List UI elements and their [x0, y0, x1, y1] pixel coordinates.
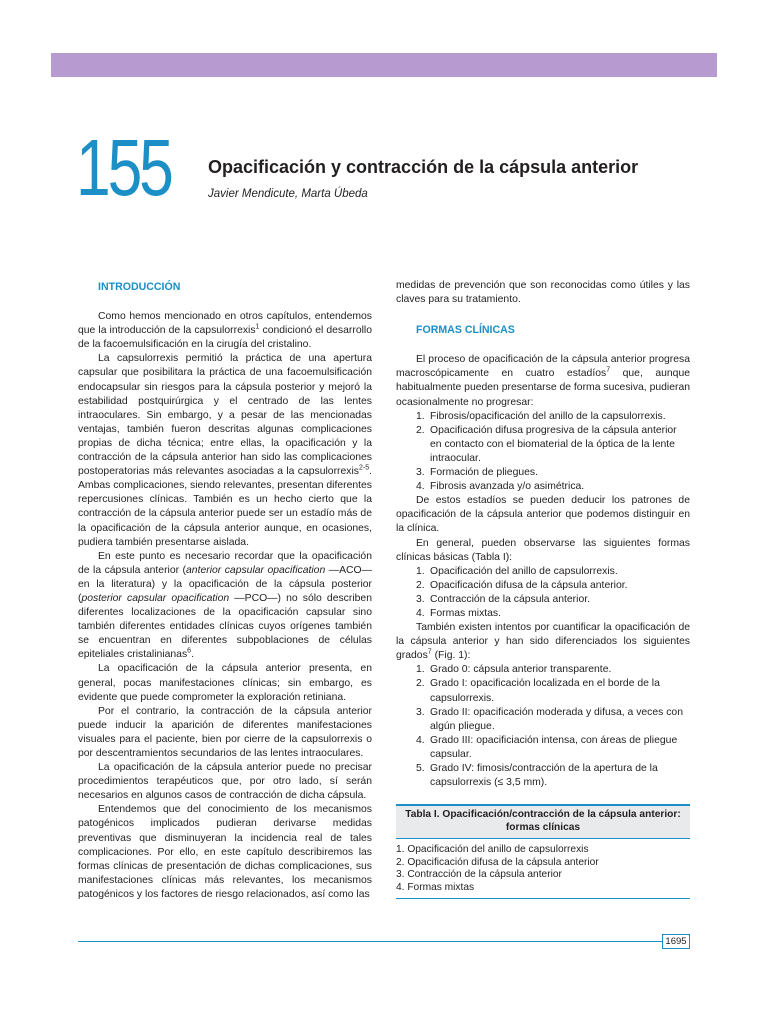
table-row: 1. Opacificación del anillo de capsulorrexis — [396, 844, 589, 856]
list-item: 5. Grado IV: fimosis/contracción de la apertura de la capsulorrexis (≤ 3,5 mm). — [416, 763, 658, 789]
list-item: 2. Grado I: opacificación localizada en el borde de la capsulorrexis. — [416, 678, 660, 704]
paragraph: El proceso de opacificación de la cápsula anterior progresa macroscópicamente en cuatro estadíos$^7$ que, aunque habitualmente pueden presentarse de forma sucesiva, pudieran ocasionalmente no progresar: — [396, 354, 691, 408]
list-item: 3. Formación de pliegues. — [416, 467, 539, 479]
paragraph: Por el contrario, la contracción de la cápsula anterior puede inducir la aparición de diferentes manifestaciones visuales para el paciente, bien por cierre de la capsulorrexis o por descentramientos secundarios de las lentes intraoculares. — [78, 705, 372, 759]
list-item: 3. Contracción de la cápsula anterior. — [416, 593, 590, 605]
paragraph-continued: medidas de prevención que son reconocidas como útiles y las claves para su tratamiento. — [396, 280, 690, 306]
list-item: 4. Fibrosis avanzada y/o asimétrica. — [416, 481, 585, 493]
list-item: 4. Grado III: opacificiación intensa, con áreas de pliegue capsular. — [416, 734, 678, 760]
list-item: 1. Fibrosis/opacificación del anillo de la capsulorrexis. — [416, 410, 666, 422]
table-row: 3. Contracción de la cápsula anterior — [396, 869, 562, 881]
clinical-forms-list — [396, 565, 690, 621]
paragraph: También existen intentos por cuantificar la opacificación de la cápsula anterior y han sido diferenciados los siguientes grados$^7$ (Fig. 1): — [396, 622, 690, 662]
footer-rule — [78, 941, 662, 942]
top-color-band — [51, 53, 717, 77]
paragraph: Entendemos que del conocimiento de los mecanismos patogénicos implicados pudieran derivarse medidas preventivas que disminuyeran la incidencia real de tales complicaciones. Por ello, en este capítulo describiremos las formas clínicas de presentación de dichas complicaciones, sus manifestaciones clínicas más relevantes, los mecanismos patogénicos y los factores de riesgo relacionados, así como las — [78, 804, 372, 900]
list-item: 2. Opacificación difusa progresiva de la cápsula anterior en contacto con el biomaterial de la óptica de la lente intraocular. — [416, 424, 677, 464]
paragraph: La opacificación de la cápsula anterior puede no precisar procedimientos terapéuticos que, por otro lado, sí serán necesarios en algunos casos de contracción de dicha cápsula. — [78, 762, 372, 802]
paragraph: Como hemos mencionado en otros capítulos, entendemos que la introducción de la capsulorrexis$^1$ condicionó el desarrollo de la facoemulsificación en la cirugía del cristalino. — [78, 311, 372, 351]
paragraph: En este punto es necesario recordar que la opacificación de la cápsula anterior (anterior capsular opacification —ACO— en la literatura) y la opacificación de la cápsula posterior (posterior capsular opacification —PCO—) no sólo describen diferentes localizaciones de la opacificación capsular sino también diferentes entidades clínicas cuyos orígenes también se encuentran en diferentes subpoblaciones de células epiteliales cristalinianas$^6$. — [78, 550, 372, 661]
list-item: 1. Grado 0: cápsula anterior transparente. — [416, 664, 612, 676]
paragraph: De estos estadíos se pueden deducir los patrones de opacificación de la cápsula anterior que podemos distinguir en la clínica. — [396, 495, 690, 535]
paragraph: En general, pueden observarse las siguientes formas clínicas básicas (Tabla I): — [396, 537, 690, 563]
page-number: 1695 — [662, 934, 690, 949]
list-item: 2. Opacificación difusa de la cápsula anterior. — [416, 579, 628, 591]
list-item: 1. Opacificación del anillo de capsulorrexis. — [416, 565, 618, 577]
chapter-title: Opacificación y contracción de la cápsula anterior — [208, 157, 639, 177]
right-column — [396, 279, 690, 899]
chapter-authors: Javier Mendicute, Marta Úbeda — [208, 188, 368, 200]
table-row: 2. Opacificación difusa de la cápsula anterior — [396, 856, 599, 868]
table-row: 4. Formas mixtas — [396, 881, 475, 893]
paragraph: La capsulorrexis permitió la práctica de una apertura capsular que posibilitara la práctica de una facoemulsificación endocapsular sin riesgos para la cápsula posterior y mejoró la estabilidad postquirúrgica y el centrado de las lentes intraoculares. Sin embargo, y a pesar de las mencionadas ventajas, también fueron descritas algunas complicaciones propias de dicha técnica; entre ellas, la opacificación y la contracción de la cápsula anterior han sido las complicaciones postoperatorias más relevantes asociadas a la capsulorrexis$^{2-5}$. Ambas complicaciones, siendo relevantes, presentan diferentes repercusiones clínicas. También es un hecho cierto que la contracción de la cápsula anterior puede ser un estadío más de la opacificación de la cápsula anterior aunque, en ocasiones, pudiera también presentarse aislada. — [78, 353, 372, 548]
section-heading-introduccion: INTRODUCCIÓN — [98, 281, 181, 293]
table-title: Tabla I. Opacificación/contracción de la cápsula anterior: formas clínicas — [396, 806, 690, 839]
table-body — [396, 839, 690, 898]
stage-list — [396, 410, 690, 495]
grades-list — [396, 663, 690, 790]
paragraph: La opacificación de la cápsula anterior presenta, en general, pocas manifestaciones clínicas; sin embargo, es evidente que puede comprometer la exploración retiniana. — [78, 663, 372, 703]
left-column — [78, 280, 372, 902]
list-item: 4. Formas mixtas. — [416, 607, 502, 619]
chapter-number: 155 — [76, 123, 171, 212]
section-heading-formas-clinicas: FORMAS CLÍNICAS — [416, 324, 515, 337]
list-item: 3. Grado II: opacificación moderada y difusa, a veces con algún pliegue. — [416, 706, 683, 732]
table-1 — [396, 804, 690, 899]
